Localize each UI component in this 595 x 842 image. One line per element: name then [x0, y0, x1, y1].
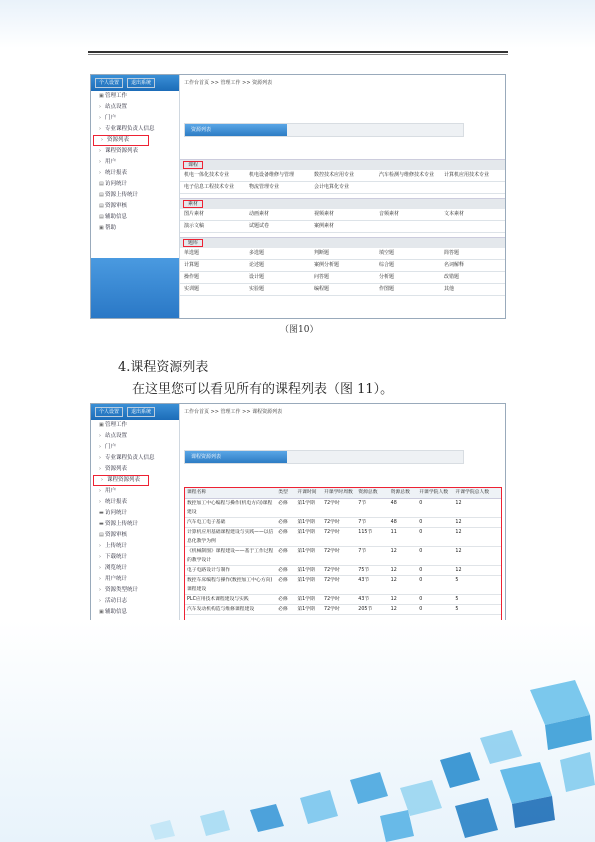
table-cell: 72学时 [324, 597, 340, 602]
resource-link[interactable]: 音频素材 [379, 211, 400, 217]
resource-link[interactable]: 演示文稿 [184, 223, 205, 229]
sidebar-item[interactable] [91, 212, 179, 223]
header-rule-thin [88, 54, 508, 55]
chevron-right-icon: › [99, 488, 101, 494]
table-cell: 12 [390, 597, 397, 602]
doc-icon: ▣ [99, 609, 104, 615]
sidebar-item-label: 课程资源列表 [105, 148, 139, 154]
sidebar-item[interactable] [91, 453, 179, 464]
sidebar-item-label: 资源上传统计 [105, 192, 139, 198]
column-header[interactable]: 类型 [278, 490, 288, 495]
chevron-right-icon: › [99, 499, 101, 505]
sidebar-item[interactable] [91, 157, 179, 168]
table-cell: 第1学期 [297, 597, 315, 602]
table-cell: 第1学期 [297, 549, 315, 554]
sidebar-item-label: 用户 [105, 159, 117, 165]
sidebar-item[interactable] [91, 464, 179, 475]
course-name-link[interactable]: 汽车电工电子基础 [187, 520, 226, 525]
resource-link[interactable]: 物流管理专业 [249, 184, 280, 190]
group-header [180, 198, 505, 209]
sidebar-item[interactable] [91, 585, 179, 596]
resource-link [375, 182, 440, 193]
doc-icon: ▣ [99, 93, 104, 99]
chevron-right-icon: › [99, 554, 101, 560]
group-header [180, 159, 505, 170]
group-row [180, 209, 505, 221]
table-cell: 0 [419, 568, 423, 573]
resource-link[interactable]: 分析题 [379, 274, 395, 280]
folder-icon: ▬ [99, 521, 104, 527]
table-cell: 7节 [358, 549, 367, 554]
sidebar-item-label: 站点设置 [105, 104, 128, 110]
table-cell: 48 [390, 501, 397, 506]
table-cell: 72学时 [324, 568, 340, 573]
sidebar-item[interactable] [91, 124, 179, 135]
chevron-right-icon: › [99, 444, 101, 450]
table-cell: 0 [419, 597, 423, 602]
table-cell: 12 [390, 549, 397, 554]
table-cell: 72学时 [324, 520, 340, 525]
chevron-right-icon: › [99, 170, 101, 176]
doc-icon: ▣ [99, 225, 104, 231]
decorative-cube-background [0, 620, 595, 842]
personal-settings-tab[interactable]: 个人设置 [95, 78, 123, 88]
table-cell: 205节 [358, 607, 373, 612]
sidebar-item-label: 帮助 [105, 225, 117, 231]
table-cell: 必修 [278, 501, 288, 506]
sidebar-item-label: 访问统计 [105, 510, 128, 516]
sidebar-item[interactable] [91, 223, 179, 234]
table-cell: 43节 [358, 578, 370, 583]
resource-link[interactable]: 编程题 [314, 286, 330, 292]
sidebar-item-label: 资源上传统计 [105, 521, 139, 527]
sidebar-item[interactable] [91, 146, 179, 157]
sidebar-item-label: 资源列表 [105, 466, 128, 472]
resource-link[interactable]: 判断题 [314, 250, 330, 256]
column-header[interactable]: 资源总数 [358, 490, 378, 495]
table-cell: 第1学期 [297, 520, 315, 525]
table-row [185, 595, 501, 605]
chart-icon: ▤ [99, 532, 104, 538]
table-cell: 12 [455, 501, 462, 506]
sidebar-item-label: 门户 [105, 115, 117, 121]
chevron-right-icon: › [99, 598, 101, 604]
sidebar-item-label: 资源列表 [107, 137, 130, 143]
table-cell: 0 [419, 530, 423, 535]
sidebar-header [91, 75, 179, 91]
sidebar-item-label: 统计报表 [105, 499, 128, 505]
course-name-link[interactable]: 电子电路设计与制作 [187, 568, 231, 573]
table-cell: 115节 [358, 530, 373, 535]
sidebar-item-label: 课程资源列表 [107, 477, 141, 483]
resource-link[interactable]: 图片素材 [184, 211, 205, 217]
group-row [180, 170, 505, 182]
sidebar-nav [91, 91, 179, 234]
sidebar-item-label: 专业课程负责人信息 [105, 126, 155, 132]
resource-link[interactable]: 电子信息工程技术专业 [184, 184, 235, 190]
chart-icon: ▤ [99, 181, 104, 187]
sidebar-item[interactable] [91, 442, 179, 453]
group-title: 题库 [184, 240, 202, 246]
resource-link[interactable]: 试题试卷 [249, 223, 270, 229]
column-header[interactable]: 开课学时周数 [324, 490, 353, 495]
chevron-right-icon: › [99, 104, 101, 110]
table-cell: 必修 [278, 597, 288, 602]
table-cell: 43节 [358, 597, 370, 602]
table-cell: 必修 [278, 520, 288, 525]
table-cell: 72学时 [324, 549, 340, 554]
table-cell: 12 [455, 530, 462, 535]
group-row [180, 221, 505, 233]
breadcrumb: 工作台首页 >> 管理工作 >> 课程资源列表 [184, 409, 283, 415]
sidebar-item[interactable] [91, 201, 179, 212]
table-cell: 7节 [358, 520, 367, 525]
group-title: 素材 [184, 201, 202, 207]
chevron-right-icon: › [99, 543, 101, 549]
sidebar-item[interactable] [91, 113, 179, 124]
table-cell: 5 [455, 597, 459, 602]
sidebar-item-label: 资源类型统计 [105, 587, 139, 593]
resource-link[interactable]: 机电设备维修与管理 [249, 172, 295, 178]
main-panel [180, 75, 505, 318]
sidebar-item[interactable] [91, 431, 179, 442]
header-rule [88, 51, 508, 53]
chevron-right-icon: › [99, 565, 101, 571]
group-row [180, 260, 505, 272]
chevron-right-icon: › [99, 433, 101, 439]
figure-caption-10: （图10） [280, 325, 319, 335]
section-heading: 4.课程资源列表 [118, 360, 209, 375]
resource-link[interactable]: 改错题 [444, 274, 460, 280]
group-row [180, 182, 505, 194]
column-header[interactable]: 开课学院总人数 [455, 490, 490, 495]
table-cell: 12 [390, 578, 397, 583]
sidebar-item[interactable] [93, 135, 149, 146]
chevron-right-icon: › [99, 576, 101, 582]
table-row [185, 499, 501, 518]
resource-link[interactable]: 操作题 [184, 274, 200, 280]
chart-icon: ▤ [99, 192, 104, 198]
table-cell: 7节 [358, 501, 367, 506]
sidebar-item-label: 资源审核 [105, 203, 128, 209]
resource-link[interactable]: 动画素材 [249, 211, 270, 217]
sidebar-item[interactable] [91, 179, 179, 190]
resource-link[interactable]: 填空题 [379, 250, 395, 256]
table-cell: 第1学期 [297, 501, 315, 506]
resource-link[interactable]: 名词解释 [444, 262, 465, 268]
table-cell: 12 [390, 568, 397, 573]
table-cell: 必修 [278, 578, 288, 583]
resource-link[interactable]: 其他 [444, 286, 455, 292]
resource-link [375, 221, 440, 232]
resource-link[interactable]: 计算机应用技术专业 [444, 172, 490, 178]
column-header[interactable]: 课程名称 [187, 490, 207, 495]
table-cell: 必修 [278, 568, 288, 573]
table-cell: 0 [419, 549, 423, 554]
chevron-right-icon: › [99, 115, 101, 121]
sidebar-item[interactable] [91, 508, 179, 519]
resource-link[interactable]: 视频素材 [314, 211, 335, 217]
table-cell: 第1学期 [297, 607, 315, 612]
course-name-link[interactable]: 《机械制图》课程建设——基于工作过程的教学设计 [187, 549, 274, 563]
sidebar-item-label: 用户统计 [105, 576, 128, 582]
chevron-right-icon: › [99, 159, 101, 165]
chevron-right-icon: › [99, 148, 101, 154]
table-cell: 必修 [278, 530, 288, 535]
table-cell: 72学时 [324, 578, 340, 583]
resource-link [440, 221, 505, 232]
table-cell: 12 [455, 568, 462, 573]
sidebar-item[interactable] [91, 497, 179, 508]
sidebar-item-label: 统计报表 [105, 170, 128, 176]
sidebar-item[interactable] [91, 190, 179, 201]
chevron-right-icon: › [99, 126, 101, 132]
column-header[interactable]: 资源总数 [390, 490, 410, 495]
resource-link[interactable]: 综合题 [379, 262, 395, 268]
table-cell: 0 [419, 578, 423, 583]
sidebar-item[interactable] [91, 91, 179, 102]
doc-icon: ▣ [99, 422, 104, 428]
sidebar-item[interactable] [91, 102, 179, 113]
section-paragraph: 在这里您可以看见所有的课程列表（图 11）。 [132, 382, 394, 397]
table-cell: 0 [419, 607, 423, 612]
screenshot-resource-list [90, 74, 506, 319]
table-cell: 第1学期 [297, 578, 315, 583]
chevron-right-icon: › [101, 477, 103, 483]
tab-bar [184, 450, 464, 464]
chevron-right-icon: › [99, 466, 101, 472]
sidebar-footer [91, 258, 179, 318]
table-cell: 12 [455, 549, 462, 554]
sidebar-item[interactable] [93, 475, 149, 486]
sidebar-item[interactable] [91, 574, 179, 585]
resource-link[interactable]: 机电一体化技术专业 [184, 172, 230, 178]
sidebar-item[interactable] [91, 519, 179, 530]
group-title: 课程 [184, 162, 202, 168]
table-cell: 5 [455, 578, 459, 583]
logout-tab[interactable]: 退出系统 [127, 78, 155, 88]
page-header-band [0, 0, 595, 48]
sidebar-item[interactable] [91, 563, 179, 574]
table-cell: 72学时 [324, 501, 340, 506]
sidebar-item[interactable] [91, 541, 179, 552]
tab-resource-list[interactable]: 资源列表 [185, 124, 287, 136]
column-header[interactable]: 开课学院人数 [419, 490, 449, 495]
resource-link[interactable]: 实验题 [249, 286, 265, 292]
resource-link[interactable]: 会计电算化专业 [314, 184, 350, 190]
table-cell: 72学时 [324, 607, 340, 612]
table-cell: 第1学期 [297, 530, 315, 535]
group-row [180, 248, 505, 260]
resource-link[interactable]: 单选题 [184, 250, 200, 256]
resource-link[interactable]: 案例分析题 [314, 262, 340, 268]
table-cell: 第1学期 [297, 568, 315, 573]
sidebar-item-label: 站点设置 [105, 433, 128, 439]
table-cell: 12 [390, 607, 397, 612]
table-cell: 0 [419, 520, 423, 525]
table-cell: 0 [419, 501, 423, 506]
column-header[interactable]: 开课时间 [297, 490, 317, 495]
resource-link[interactable]: 计算题 [184, 262, 200, 268]
resource-link[interactable]: 问答题 [314, 274, 330, 280]
table-row [185, 566, 501, 576]
course-name-link[interactable]: 计算机应用基础课程建设与实践——以信息化教学为例 [187, 530, 274, 544]
tab-course-resource-list[interactable]: 课程资源列表 [185, 451, 287, 463]
sidebar-item[interactable] [91, 607, 179, 618]
group-header [180, 237, 505, 248]
table-cell: 48 [390, 520, 397, 525]
resource-link[interactable]: 设计题 [249, 274, 265, 280]
sidebar [91, 75, 180, 318]
resource-link[interactable]: 论述题 [249, 262, 265, 268]
course-name-link[interactable]: 数控加工中心编程与操作(机电方向)课程建设 [187, 501, 273, 515]
table-cell: 11 [390, 530, 397, 535]
resource-link[interactable]: 作图题 [379, 286, 395, 292]
sidebar-item-label: 上传统计 [105, 543, 128, 549]
sidebar-item-label: 用户 [105, 488, 117, 494]
sidebar-item-label: 活动日志 [105, 598, 128, 604]
sidebar-header [91, 404, 179, 420]
table-row [185, 528, 501, 547]
course-name-link[interactable]: 汽车发动机构造与维修课程建设 [187, 607, 255, 612]
table-row [185, 605, 501, 615]
course-name-link[interactable]: 数控车床编程与操作(数控加工中心方向)课程建设 [187, 578, 273, 592]
chevron-right-icon: › [99, 587, 101, 593]
sidebar-item-label: 专业课程负责人信息 [105, 455, 155, 461]
sidebar-item-label: 下载统计 [105, 554, 128, 560]
tab-bar [184, 123, 464, 137]
chart-icon: ▤ [99, 214, 104, 220]
resource-link[interactable]: 文本素材 [444, 211, 465, 217]
table-cell: 必修 [278, 549, 288, 554]
table-row [185, 518, 501, 528]
resource-link[interactable]: 案例素材 [314, 223, 335, 229]
sidebar-item-label: 辅助信息 [105, 214, 128, 220]
chevron-right-icon: › [99, 455, 101, 461]
table-row [185, 576, 501, 595]
table-row [185, 547, 501, 566]
sidebar-item-label: 资源审核 [105, 532, 128, 538]
folder-icon: ▬ [99, 510, 104, 516]
sidebar-item-label: 管理工作 [105, 93, 128, 99]
chevron-right-icon: › [101, 137, 103, 143]
table-cell: 12 [455, 520, 462, 525]
table-cell: 必修 [278, 607, 288, 612]
table-cell: 75节 [358, 568, 370, 573]
table-cell: 5 [455, 607, 459, 612]
sidebar-item[interactable] [91, 168, 179, 179]
resource-link[interactable]: 多选题 [249, 250, 265, 256]
sidebar-item-label: 访问统计 [105, 181, 128, 187]
sidebar-item[interactable] [91, 420, 179, 431]
sidebar-item[interactable] [91, 486, 179, 497]
resource-link[interactable]: 汽车检测与维修技术专业 [379, 172, 435, 178]
sidebar-item[interactable] [91, 596, 179, 607]
course-name-link[interactable]: PLC应用技术课程建设与实践 [187, 597, 249, 602]
sidebar-item[interactable] [91, 552, 179, 563]
resource-link[interactable]: 实训题 [184, 286, 200, 292]
group-row [180, 284, 505, 296]
sidebar-item-label: 门户 [105, 444, 117, 450]
sidebar-item-label: 浏览统计 [105, 565, 128, 571]
sidebar-item[interactable] [91, 530, 179, 541]
logout-tab[interactable]: 退出系统 [127, 407, 155, 417]
chart-icon: ▤ [99, 203, 104, 209]
sidebar-item-label: 辅助信息 [105, 609, 128, 615]
personal-settings-tab[interactable]: 个人设置 [95, 407, 123, 417]
sidebar-nav [91, 420, 179, 618]
resource-link[interactable]: 数控技术应用专业 [314, 172, 355, 178]
sidebar-item-label: 管理工作 [105, 422, 128, 428]
group-row [180, 272, 505, 284]
resource-link[interactable]: 简答题 [444, 250, 460, 256]
breadcrumb: 工作台首页 >> 管理工作 >> 资源列表 [184, 80, 273, 86]
table-cell: 72学时 [324, 530, 340, 535]
table-header [185, 488, 501, 499]
resource-link [440, 182, 505, 193]
